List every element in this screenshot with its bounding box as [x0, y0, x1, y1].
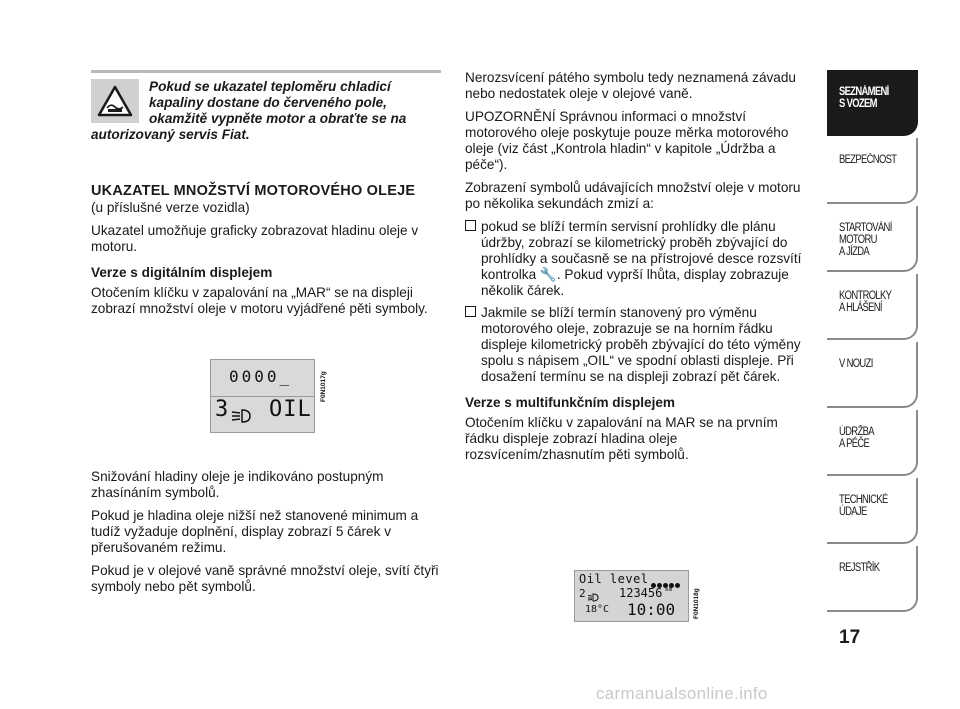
list-item: Jakmile se blíží termín stanovený pro výměnu motorového oleje, zobrazuje se na horním řádku displeje kilometrický proběh zbývající do této výměny spolu s nápisem „OIL“ ve spodní oblasti displeje. Při dosažení termínu se na displeji zobrazí pět čárek. [465, 305, 810, 385]
tab-kontrolky[interactable]: KONTROLKY A HLÁŠENÍ [827, 274, 918, 340]
tab-rejstrik[interactable]: REJSTŘÍK [827, 546, 918, 612]
watermark: carmanualsonline.info [596, 684, 768, 703]
left-paragraph: Pokud je v olejové vaně správné množství oleje, svítí čtyři symboly nebo pět symbolů. [91, 563, 439, 594]
tab-startovani-motoru[interactable]: STARTOVÁNÍ MOTORU A JÍZDA [827, 206, 918, 272]
oil-label: OIL [269, 397, 312, 422]
right-paragraph: UPOZORNĚNÍ Správnou informaci o množství motorového oleje poskytuje pouze měrka motorového oleje (viz část „Kontrola hladin“ v kapitole „Údržba a péče“). [465, 109, 789, 172]
oil-level-label: Oil level [579, 572, 649, 586]
gear-digit: 2 [579, 587, 586, 600]
multi-text: Otočením klíčku v zapalování na MAR se na prvním řádku displeje zobrazí hladina oleje rozsvícením/zhasnutím pěti symbolů. [465, 415, 778, 462]
left-column [91, 70, 441, 602]
warning-box [91, 79, 441, 143]
right-paragraph: Nerozsvícení pátého symbolu tedy neznamená závadu nebo nedostatek oleje v olejové vaně. [465, 70, 796, 101]
right-paragraph: Zobrazení symbolů udávajících množství oleje v motoru po několika sekundách zmizí a: [465, 180, 801, 211]
bullet-list [465, 219, 810, 385]
section-subtitle: (u příslušné verze vozidla) [91, 200, 250, 215]
temperature-value: 18°C [585, 604, 610, 615]
warning-rule [91, 70, 441, 73]
right-column [465, 70, 810, 470]
checkbox-bullet-icon [465, 220, 476, 231]
digital-heading: Verze s digitálním displejem [91, 265, 273, 280]
clock-value: 10:00 [627, 600, 676, 619]
odometer-value: 123456 [619, 586, 663, 600]
figure-code: F0N1018g [693, 588, 700, 619]
warning-triangle-icon [91, 79, 139, 123]
left-paragraph: Snižování hladiny oleje je indikováno postupným zhasínáním symbolů. [91, 469, 384, 500]
section-intro: Ukazatel umožňuje graficky zobrazovat hladinu oleje v motoru. [91, 223, 419, 254]
tab-technicke-udaje[interactable]: TECHNICKÉ ÚDAJE [827, 478, 918, 544]
page-number: 17 [839, 627, 861, 648]
list-item: pokud se blíží termín servisní prohlídky dle plánu údržby, zobrazí se kilometrický proběh zbývající do prohlídky a současně se na přístrojové desce rozsvítí kontrolka 🔧. Pokud vyprší lhůta, display zobrazuje několik čárek. [465, 219, 810, 299]
tab-udrzba[interactable]: ÚDRŽBA A PÉČE [827, 410, 918, 476]
oil-level-symbols: 0000_ [229, 367, 293, 386]
left-paragraph: Pokud je hladina oleje nižší než stanovené minimum a tudíž vyžaduje doplnění, display zobrazí 5 čárek v přerušovaném režimu. [91, 508, 419, 555]
gear-digit: 3 [215, 397, 229, 422]
section-title: UKAZATEL MNOŽSTVÍ MOTOROVÉHO OLEJE [91, 183, 416, 199]
tab-v-nouzi[interactable]: V NOUZI [827, 342, 918, 408]
figure-code: F0N1017g [320, 371, 327, 402]
oil-level-dot [675, 583, 680, 588]
multi-heading: Verze s multifunkčním displejem [465, 395, 676, 410]
warning-text: Pokud se ukazatel teploměru chladicí kapaliny dostane do červeného pole, okamžitě vypněte motor a obraťte se na autorizovaný servis Fiat. [91, 79, 407, 142]
headlight-icon [230, 408, 252, 428]
tab-seznameni-s-vozem[interactable]: SEZNÁMENÍ S VOZEM [827, 70, 918, 136]
chapter-sidebar [827, 70, 918, 614]
checkbox-bullet-icon [465, 306, 476, 317]
km-unit: km [665, 586, 673, 593]
digital-text: Otočením klíčku v zapalování na „MAR“ se na displeji zobrazí množství oleje v motoru vyjádřené pěti symboly. [91, 285, 428, 316]
multifunction-display-figure [574, 570, 700, 622]
digital-display-figure [210, 359, 327, 433]
tab-bezpecnost[interactable]: BEZPEČNOST [827, 138, 918, 204]
